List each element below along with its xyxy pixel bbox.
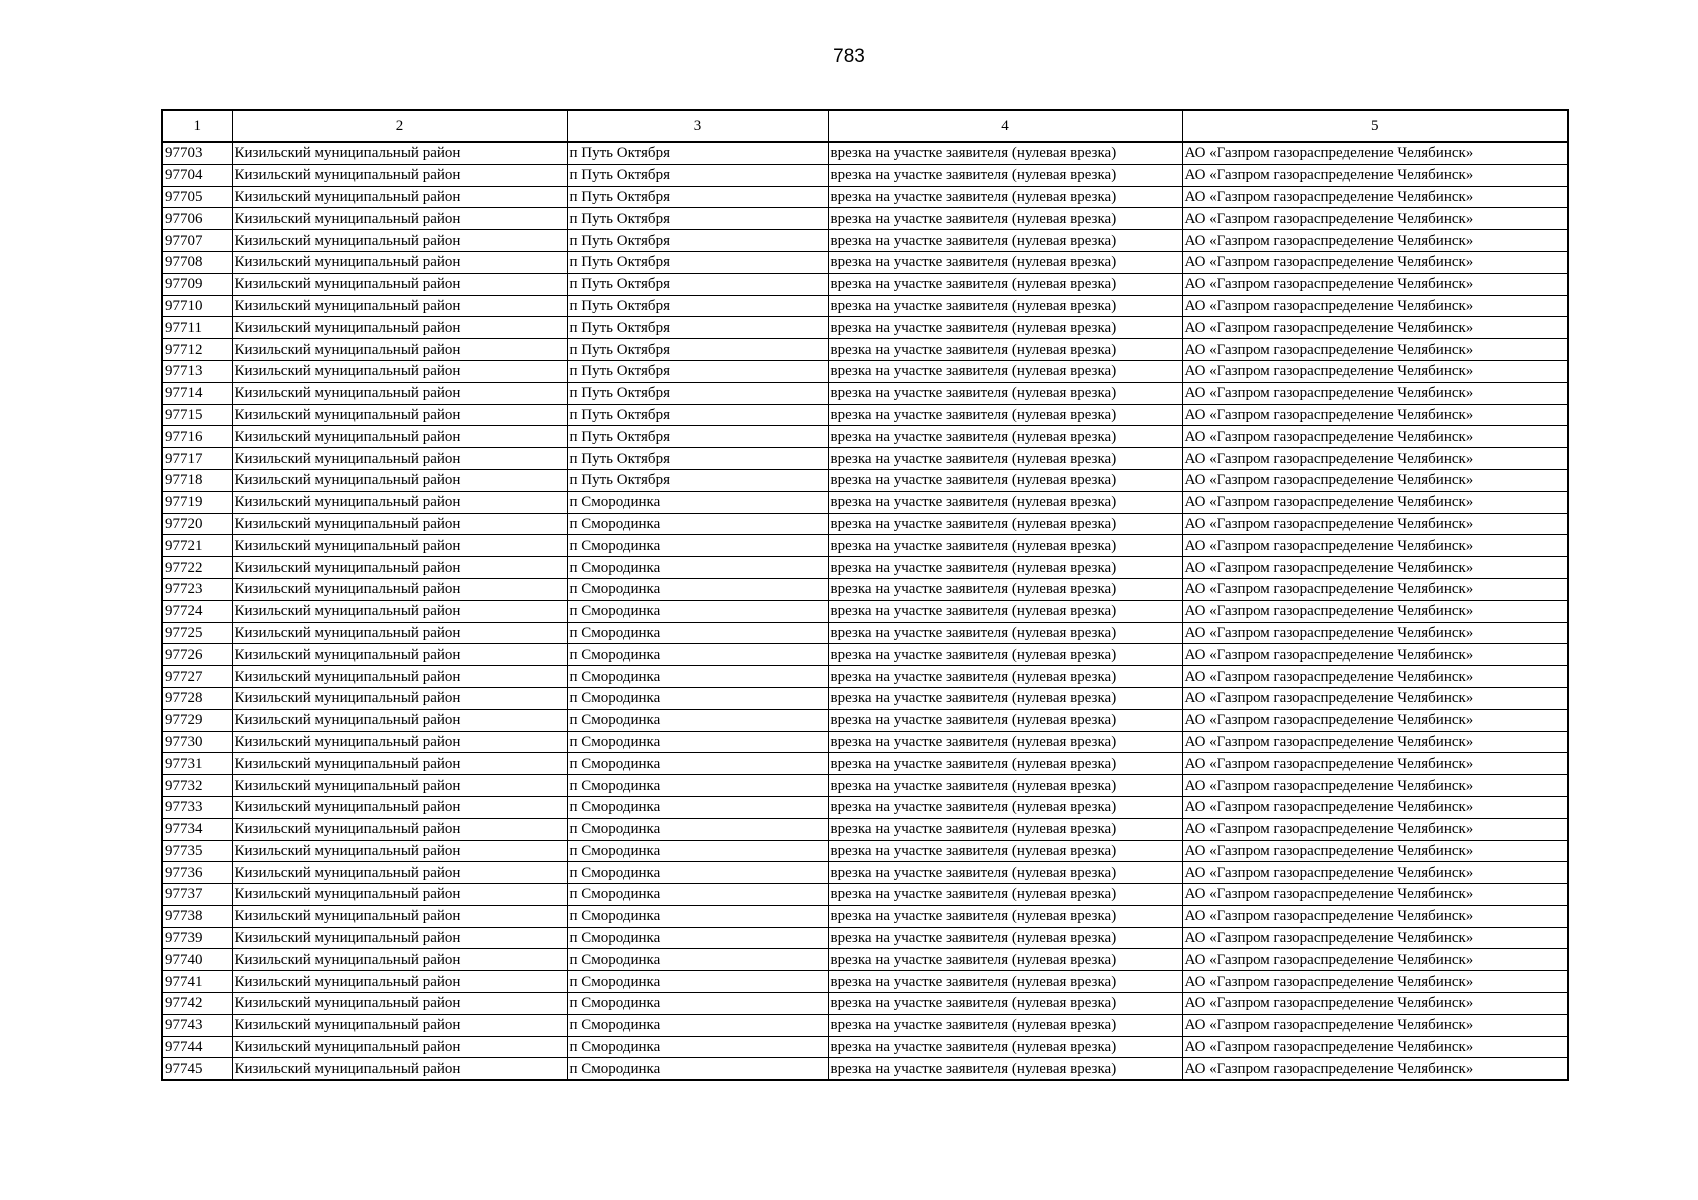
table-row bbox=[162, 600, 1568, 622]
cell-settlement: п Смородинка bbox=[567, 927, 828, 949]
cell-connection-type: врезка на участке заявителя (нулевая врезка) bbox=[828, 469, 1182, 491]
table-row bbox=[162, 709, 1568, 731]
cell-settlement: п Смородинка bbox=[567, 600, 828, 622]
cell-settlement: п Смородинка bbox=[567, 557, 828, 579]
cell-district: Кизильский муниципальный район bbox=[232, 971, 567, 993]
cell-connection-type: врезка на участке заявителя (нулевая врезка) bbox=[828, 622, 1182, 644]
cell-district: Кизильский муниципальный район bbox=[232, 993, 567, 1015]
column-header-3: 3 bbox=[567, 110, 828, 142]
cell-district: Кизильский муниципальный район bbox=[232, 469, 567, 491]
cell-settlement: п Путь Октября bbox=[567, 208, 828, 230]
cell-connection-type: врезка на участке заявителя (нулевая врезка) bbox=[828, 339, 1182, 361]
cell-settlement: п Путь Октября bbox=[567, 404, 828, 426]
cell-organization: АО «Газпром газораспределение Челябинск» bbox=[1182, 295, 1568, 317]
cell-district: Кизильский муниципальный район bbox=[232, 273, 567, 295]
cell-settlement: п Смородинка bbox=[567, 622, 828, 644]
cell-number: 97737 bbox=[162, 884, 232, 906]
cell-connection-type: врезка на участке заявителя (нулевая врезка) bbox=[828, 1036, 1182, 1058]
cell-number: 97717 bbox=[162, 448, 232, 470]
cell-district: Кизильский муниципальный район bbox=[232, 1036, 567, 1058]
table-row bbox=[162, 1014, 1568, 1036]
table-header bbox=[162, 110, 1568, 142]
cell-organization: АО «Газпром газораспределение Челябинск» bbox=[1182, 469, 1568, 491]
cell-district: Кизильский муниципальный район bbox=[232, 382, 567, 404]
cell-settlement: п Смородинка bbox=[567, 1036, 828, 1058]
cell-settlement: п Смородинка bbox=[567, 709, 828, 731]
cell-organization: АО «Газпром газораспределение Челябинск» bbox=[1182, 535, 1568, 557]
cell-connection-type: врезка на участке заявителя (нулевая врезка) bbox=[828, 230, 1182, 252]
cell-district: Кизильский муниципальный район bbox=[232, 687, 567, 709]
cell-district: Кизильский муниципальный район bbox=[232, 709, 567, 731]
cell-district: Кизильский муниципальный район bbox=[232, 666, 567, 688]
cell-number: 97738 bbox=[162, 905, 232, 927]
table-row bbox=[162, 513, 1568, 535]
table-row bbox=[162, 578, 1568, 600]
cell-organization: АО «Газпром газораспределение Челябинск» bbox=[1182, 251, 1568, 273]
cell-district: Кизильский муниципальный район bbox=[232, 317, 567, 339]
table-row bbox=[162, 426, 1568, 448]
table-row bbox=[162, 360, 1568, 382]
cell-number: 97706 bbox=[162, 208, 232, 230]
cell-connection-type: врезка на участке заявителя (нулевая врезка) bbox=[828, 382, 1182, 404]
cell-number: 97730 bbox=[162, 731, 232, 753]
cell-district: Кизильский муниципальный район bbox=[232, 339, 567, 361]
cell-organization: АО «Газпром газораспределение Челябинск» bbox=[1182, 709, 1568, 731]
cell-connection-type: врезка на участке заявителя (нулевая врезка) bbox=[828, 251, 1182, 273]
cell-number: 97727 bbox=[162, 666, 232, 688]
cell-connection-type: врезка на участке заявителя (нулевая врезка) bbox=[828, 164, 1182, 186]
cell-settlement: п Путь Октября bbox=[567, 273, 828, 295]
cell-organization: АО «Газпром газораспределение Челябинск» bbox=[1182, 360, 1568, 382]
cell-settlement: п Путь Октября bbox=[567, 469, 828, 491]
cell-district: Кизильский муниципальный район bbox=[232, 600, 567, 622]
cell-district: Кизильский муниципальный район bbox=[232, 905, 567, 927]
cell-number: 97703 bbox=[162, 142, 232, 164]
cell-settlement: п Смородинка bbox=[567, 775, 828, 797]
cell-number: 97733 bbox=[162, 796, 232, 818]
cell-district: Кизильский муниципальный район bbox=[232, 753, 567, 775]
cell-settlement: п Путь Октября bbox=[567, 339, 828, 361]
cell-number: 97712 bbox=[162, 339, 232, 361]
cell-organization: АО «Газпром газораспределение Челябинск» bbox=[1182, 578, 1568, 600]
cell-connection-type: врезка на участке заявителя (нулевая врезка) bbox=[828, 753, 1182, 775]
cell-district: Кизильский муниципальный район bbox=[232, 404, 567, 426]
cell-number: 97744 bbox=[162, 1036, 232, 1058]
cell-district: Кизильский муниципальный район bbox=[232, 862, 567, 884]
cell-connection-type: врезка на участке заявителя (нулевая врезка) bbox=[828, 600, 1182, 622]
table-row bbox=[162, 186, 1568, 208]
cell-number: 97721 bbox=[162, 535, 232, 557]
cell-connection-type: врезка на участке заявителя (нулевая врезка) bbox=[828, 1014, 1182, 1036]
cell-organization: АО «Газпром газораспределение Челябинск» bbox=[1182, 818, 1568, 840]
table-row bbox=[162, 949, 1568, 971]
table-body bbox=[162, 142, 1568, 1080]
cell-settlement: п Смородинка bbox=[567, 884, 828, 906]
table-row bbox=[162, 687, 1568, 709]
cell-number: 97705 bbox=[162, 186, 232, 208]
cell-organization: АО «Газпром газораспределение Челябинск» bbox=[1182, 557, 1568, 579]
cell-connection-type: врезка на участке заявителя (нулевая врезка) bbox=[828, 884, 1182, 906]
cell-settlement: п Путь Октября bbox=[567, 251, 828, 273]
cell-settlement: п Путь Октября bbox=[567, 164, 828, 186]
cell-district: Кизильский муниципальный район bbox=[232, 949, 567, 971]
table-row bbox=[162, 971, 1568, 993]
cell-district: Кизильский муниципальный район bbox=[232, 535, 567, 557]
cell-settlement: п Смородинка bbox=[567, 1014, 828, 1036]
header-row bbox=[162, 110, 1568, 142]
cell-connection-type: врезка на участке заявителя (нулевая врезка) bbox=[828, 513, 1182, 535]
cell-organization: АО «Газпром газораспределение Челябинск» bbox=[1182, 491, 1568, 513]
cell-connection-type: врезка на участке заявителя (нулевая врезка) bbox=[828, 796, 1182, 818]
cell-organization: АО «Газпром газораспределение Челябинск» bbox=[1182, 448, 1568, 470]
cell-organization: АО «Газпром газораспределение Челябинск» bbox=[1182, 426, 1568, 448]
cell-connection-type: врезка на участке заявителя (нулевая врезка) bbox=[828, 731, 1182, 753]
cell-organization: АО «Газпром газораспределение Челябинск» bbox=[1182, 1014, 1568, 1036]
cell-number: 97715 bbox=[162, 404, 232, 426]
cell-district: Кизильский муниципальный район bbox=[232, 557, 567, 579]
cell-settlement: п Смородинка bbox=[567, 535, 828, 557]
cell-number: 97740 bbox=[162, 949, 232, 971]
table-row bbox=[162, 818, 1568, 840]
cell-connection-type: врезка на участке заявителя (нулевая врезка) bbox=[828, 993, 1182, 1015]
cell-settlement: п Смородинка bbox=[567, 796, 828, 818]
table-row bbox=[162, 884, 1568, 906]
cell-settlement: п Смородинка bbox=[567, 1058, 828, 1080]
table-row bbox=[162, 840, 1568, 862]
table-row bbox=[162, 404, 1568, 426]
cell-organization: АО «Газпром газораспределение Челябинск» bbox=[1182, 949, 1568, 971]
cell-settlement: п Путь Октября bbox=[567, 360, 828, 382]
table-row bbox=[162, 469, 1568, 491]
cell-number: 97713 bbox=[162, 360, 232, 382]
cell-number: 97724 bbox=[162, 600, 232, 622]
cell-connection-type: врезка на участке заявителя (нулевая врезка) bbox=[828, 905, 1182, 927]
cell-district: Кизильский муниципальный район bbox=[232, 731, 567, 753]
cell-organization: АО «Газпром газораспределение Челябинск» bbox=[1182, 971, 1568, 993]
cell-number: 97720 bbox=[162, 513, 232, 535]
cell-settlement: п Смородинка bbox=[567, 491, 828, 513]
cell-connection-type: врезка на участке заявителя (нулевая врезка) bbox=[828, 775, 1182, 797]
cell-district: Кизильский муниципальный район bbox=[232, 1014, 567, 1036]
cell-connection-type: врезка на участке заявителя (нулевая врезка) bbox=[828, 557, 1182, 579]
cell-number: 97709 bbox=[162, 273, 232, 295]
column-header-5: 5 bbox=[1182, 110, 1568, 142]
cell-organization: АО «Газпром газораспределение Челябинск» bbox=[1182, 775, 1568, 797]
cell-organization: АО «Газпром газораспределение Челябинск» bbox=[1182, 687, 1568, 709]
cell-district: Кизильский муниципальный район bbox=[232, 164, 567, 186]
cell-settlement: п Смородинка bbox=[567, 753, 828, 775]
table-row bbox=[162, 557, 1568, 579]
cell-connection-type: врезка на участке заявителя (нулевая врезка) bbox=[828, 426, 1182, 448]
cell-organization: АО «Газпром газораспределение Челябинск» bbox=[1182, 840, 1568, 862]
cell-district: Кизильский муниципальный район bbox=[232, 840, 567, 862]
cell-district: Кизильский муниципальный район bbox=[232, 644, 567, 666]
cell-settlement: п Смородинка bbox=[567, 513, 828, 535]
cell-number: 97741 bbox=[162, 971, 232, 993]
cell-organization: АО «Газпром газораспределение Челябинск» bbox=[1182, 862, 1568, 884]
table-row bbox=[162, 230, 1568, 252]
table-row bbox=[162, 796, 1568, 818]
table-row bbox=[162, 142, 1568, 164]
cell-settlement: п Смородинка bbox=[567, 578, 828, 600]
cell-connection-type: врезка на участке заявителя (нулевая врезка) bbox=[828, 491, 1182, 513]
cell-settlement: п Смородинка bbox=[567, 644, 828, 666]
cell-settlement: п Смородинка bbox=[567, 905, 828, 927]
cell-connection-type: врезка на участке заявителя (нулевая врезка) bbox=[828, 273, 1182, 295]
cell-settlement: п Смородинка bbox=[567, 666, 828, 688]
cell-connection-type: врезка на участке заявителя (нулевая врезка) bbox=[828, 687, 1182, 709]
cell-connection-type: врезка на участке заявителя (нулевая врезка) bbox=[828, 186, 1182, 208]
cell-connection-type: врезка на участке заявителя (нулевая врезка) bbox=[828, 535, 1182, 557]
table-row bbox=[162, 295, 1568, 317]
table-row bbox=[162, 382, 1568, 404]
cell-district: Кизильский муниципальный район bbox=[232, 295, 567, 317]
data-table bbox=[161, 109, 1569, 1081]
cell-district: Кизильский муниципальный район bbox=[232, 491, 567, 513]
column-header-4: 4 bbox=[828, 110, 1182, 142]
table-row bbox=[162, 164, 1568, 186]
cell-connection-type: врезка на участке заявителя (нулевая врезка) bbox=[828, 1058, 1182, 1080]
cell-organization: АО «Газпром газораспределение Челябинск» bbox=[1182, 317, 1568, 339]
cell-number: 97735 bbox=[162, 840, 232, 862]
table-row bbox=[162, 775, 1568, 797]
cell-settlement: п Путь Октября bbox=[567, 186, 828, 208]
cell-organization: АО «Газпром газораспределение Челябинск» bbox=[1182, 622, 1568, 644]
cell-district: Кизильский муниципальный район bbox=[232, 622, 567, 644]
table-row bbox=[162, 753, 1568, 775]
cell-settlement: п Путь Октября bbox=[567, 426, 828, 448]
table-row bbox=[162, 1058, 1568, 1080]
cell-organization: АО «Газпром газораспределение Челябинск» bbox=[1182, 1036, 1568, 1058]
table-row bbox=[162, 644, 1568, 666]
cell-number: 97739 bbox=[162, 927, 232, 949]
cell-settlement: п Смородинка bbox=[567, 840, 828, 862]
cell-connection-type: врезка на участке заявителя (нулевая врезка) bbox=[828, 644, 1182, 666]
cell-connection-type: врезка на участке заявителя (нулевая врезка) bbox=[828, 578, 1182, 600]
cell-connection-type: врезка на участке заявителя (нулевая врезка) bbox=[828, 666, 1182, 688]
cell-number: 97708 bbox=[162, 251, 232, 273]
cell-connection-type: врезка на участке заявителя (нулевая врезка) bbox=[828, 709, 1182, 731]
table-row bbox=[162, 251, 1568, 273]
table-row bbox=[162, 993, 1568, 1015]
table-row bbox=[162, 491, 1568, 513]
cell-number: 97742 bbox=[162, 993, 232, 1015]
table-row bbox=[162, 448, 1568, 470]
cell-settlement: п Путь Октября bbox=[567, 295, 828, 317]
cell-number: 97711 bbox=[162, 317, 232, 339]
cell-number: 97725 bbox=[162, 622, 232, 644]
cell-organization: АО «Газпром газораспределение Челябинск» bbox=[1182, 905, 1568, 927]
cell-number: 97743 bbox=[162, 1014, 232, 1036]
table-row bbox=[162, 905, 1568, 927]
cell-number: 97722 bbox=[162, 557, 232, 579]
column-header-2: 2 bbox=[232, 110, 567, 142]
column-header-1: 1 bbox=[162, 110, 232, 142]
cell-district: Кизильский муниципальный район bbox=[232, 796, 567, 818]
cell-connection-type: врезка на участке заявителя (нулевая врезка) bbox=[828, 317, 1182, 339]
cell-connection-type: врезка на участке заявителя (нулевая врезка) bbox=[828, 208, 1182, 230]
cell-settlement: п Путь Октября bbox=[567, 230, 828, 252]
cell-number: 97723 bbox=[162, 578, 232, 600]
cell-number: 97732 bbox=[162, 775, 232, 797]
cell-organization: АО «Газпром газораспределение Челябинск» bbox=[1182, 513, 1568, 535]
table-row bbox=[162, 1036, 1568, 1058]
cell-number: 97728 bbox=[162, 687, 232, 709]
cell-connection-type: врезка на участке заявителя (нулевая врезка) bbox=[828, 360, 1182, 382]
cell-settlement: п Смородинка bbox=[567, 949, 828, 971]
cell-connection-type: врезка на участке заявителя (нулевая врезка) bbox=[828, 818, 1182, 840]
cell-number: 97734 bbox=[162, 818, 232, 840]
cell-organization: АО «Газпром газораспределение Челябинск» bbox=[1182, 753, 1568, 775]
cell-district: Кизильский муниципальный район bbox=[232, 818, 567, 840]
cell-organization: АО «Газпром газораспределение Челябинск» bbox=[1182, 164, 1568, 186]
cell-district: Кизильский муниципальный район bbox=[232, 426, 567, 448]
cell-connection-type: врезка на участке заявителя (нулевая врезка) bbox=[828, 927, 1182, 949]
cell-number: 97745 bbox=[162, 1058, 232, 1080]
table-row bbox=[162, 535, 1568, 557]
cell-district: Кизильский муниципальный район bbox=[232, 448, 567, 470]
cell-district: Кизильский муниципальный район bbox=[232, 513, 567, 535]
table-row bbox=[162, 927, 1568, 949]
cell-number: 97731 bbox=[162, 753, 232, 775]
cell-organization: АО «Газпром газораспределение Челябинск» bbox=[1182, 731, 1568, 753]
cell-number: 97729 bbox=[162, 709, 232, 731]
cell-organization: АО «Газпром газораспределение Челябинск» bbox=[1182, 666, 1568, 688]
table-row bbox=[162, 273, 1568, 295]
cell-district: Кизильский муниципальный район bbox=[232, 775, 567, 797]
cell-settlement: п Смородинка bbox=[567, 862, 828, 884]
cell-connection-type: врезка на участке заявителя (нулевая врезка) bbox=[828, 448, 1182, 470]
cell-number: 97736 bbox=[162, 862, 232, 884]
table-row bbox=[162, 339, 1568, 361]
cell-district: Кизильский муниципальный район bbox=[232, 251, 567, 273]
cell-number: 97714 bbox=[162, 382, 232, 404]
cell-organization: АО «Газпром газораспределение Челябинск» bbox=[1182, 927, 1568, 949]
cell-connection-type: врезка на участке заявителя (нулевая врезка) bbox=[828, 142, 1182, 164]
cell-organization: АО «Газпром газораспределение Челябинск» bbox=[1182, 230, 1568, 252]
table-row bbox=[162, 666, 1568, 688]
cell-settlement: п Путь Октября bbox=[567, 382, 828, 404]
cell-number: 97710 bbox=[162, 295, 232, 317]
cell-connection-type: врезка на участке заявителя (нулевая врезка) bbox=[828, 949, 1182, 971]
cell-number: 97726 bbox=[162, 644, 232, 666]
cell-organization: АО «Газпром газораспределение Челябинск» bbox=[1182, 884, 1568, 906]
cell-settlement: п Путь Октября bbox=[567, 142, 828, 164]
cell-connection-type: врезка на участке заявителя (нулевая врезка) bbox=[828, 404, 1182, 426]
cell-settlement: п Смородинка bbox=[567, 818, 828, 840]
cell-connection-type: врезка на участке заявителя (нулевая врезка) bbox=[828, 295, 1182, 317]
cell-settlement: п Смородинка bbox=[567, 687, 828, 709]
cell-district: Кизильский муниципальный район bbox=[232, 142, 567, 164]
cell-settlement: п Смородинка bbox=[567, 971, 828, 993]
cell-connection-type: врезка на участке заявителя (нулевая врезка) bbox=[828, 971, 1182, 993]
cell-organization: АО «Газпром газораспределение Челябинск» bbox=[1182, 600, 1568, 622]
cell-organization: АО «Газпром газораспределение Челябинск» bbox=[1182, 186, 1568, 208]
cell-settlement: п Смородинка bbox=[567, 993, 828, 1015]
cell-connection-type: врезка на участке заявителя (нулевая врезка) bbox=[828, 862, 1182, 884]
cell-organization: АО «Газпром газораспределение Челябинск» bbox=[1182, 208, 1568, 230]
table-row bbox=[162, 862, 1568, 884]
cell-organization: АО «Газпром газораспределение Челябинск» bbox=[1182, 273, 1568, 295]
cell-organization: АО «Газпром газораспределение Челябинск» bbox=[1182, 142, 1568, 164]
cell-district: Кизильский муниципальный район bbox=[232, 1058, 567, 1080]
cell-district: Кизильский муниципальный район bbox=[232, 186, 567, 208]
cell-district: Кизильский муниципальный район bbox=[232, 208, 567, 230]
cell-district: Кизильский муниципальный район bbox=[232, 578, 567, 600]
cell-number: 97719 bbox=[162, 491, 232, 513]
cell-settlement: п Путь Октября bbox=[567, 448, 828, 470]
cell-organization: АО «Газпром газораспределение Челябинск» bbox=[1182, 644, 1568, 666]
cell-organization: АО «Газпром газораспределение Челябинск» bbox=[1182, 796, 1568, 818]
table-row bbox=[162, 622, 1568, 644]
cell-district: Кизильский муниципальный район bbox=[232, 230, 567, 252]
cell-settlement: п Смородинка bbox=[567, 731, 828, 753]
cell-number: 97718 bbox=[162, 469, 232, 491]
cell-organization: АО «Газпром газораспределение Челябинск» bbox=[1182, 1058, 1568, 1080]
cell-organization: АО «Газпром газораспределение Челябинск» bbox=[1182, 993, 1568, 1015]
cell-district: Кизильский муниципальный район bbox=[232, 360, 567, 382]
cell-connection-type: врезка на участке заявителя (нулевая врезка) bbox=[828, 840, 1182, 862]
table-row bbox=[162, 317, 1568, 339]
table-row bbox=[162, 208, 1568, 230]
page-number: 783 bbox=[833, 46, 865, 67]
table-row bbox=[162, 731, 1568, 753]
cell-organization: АО «Газпром газораспределение Челябинск» bbox=[1182, 404, 1568, 426]
cell-organization: АО «Газпром газораспределение Челябинск» bbox=[1182, 339, 1568, 361]
cell-settlement: п Путь Октября bbox=[567, 317, 828, 339]
cell-number: 97704 bbox=[162, 164, 232, 186]
cell-number: 97716 bbox=[162, 426, 232, 448]
cell-number: 97707 bbox=[162, 230, 232, 252]
cell-district: Кизильский муниципальный район bbox=[232, 927, 567, 949]
cell-organization: АО «Газпром газораспределение Челябинск» bbox=[1182, 382, 1568, 404]
cell-district: Кизильский муниципальный район bbox=[232, 884, 567, 906]
